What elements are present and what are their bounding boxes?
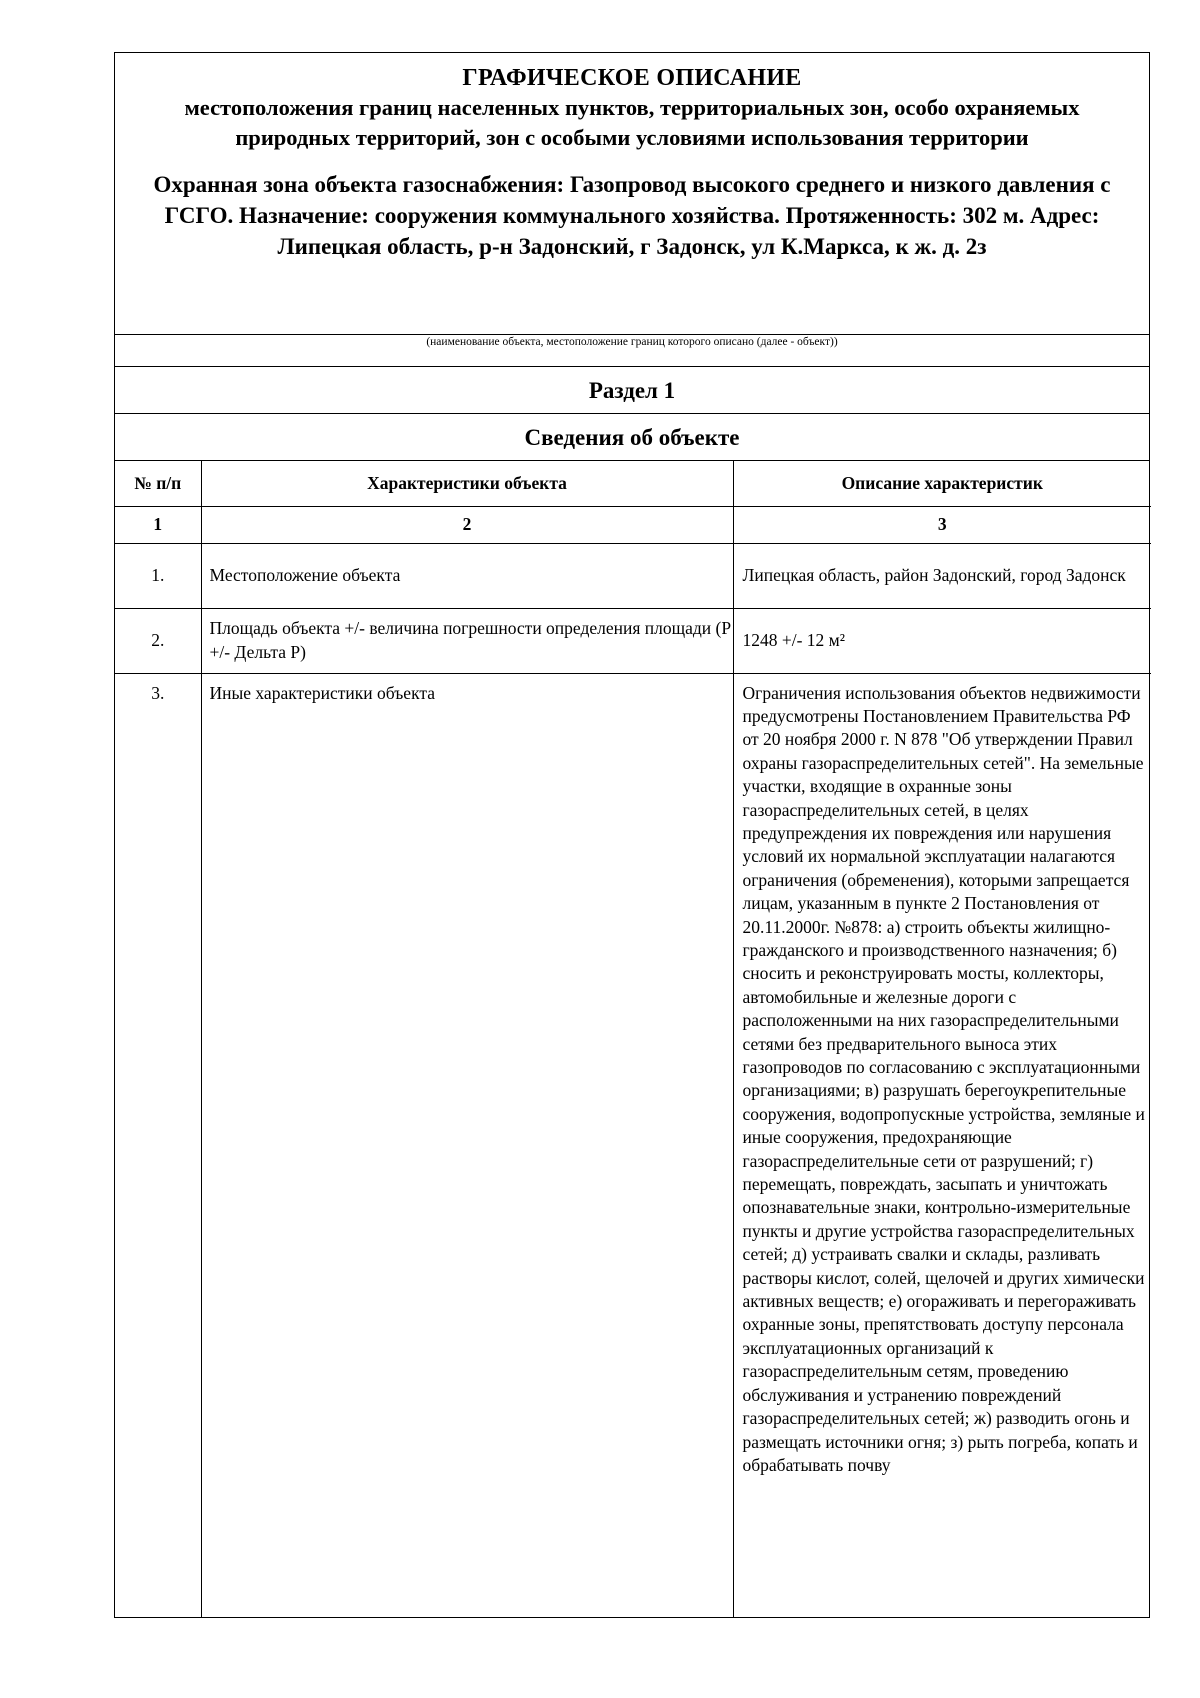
object-info-table <box>115 461 1151 1617</box>
row-characteristic: Местоположение объекта <box>201 543 733 608</box>
row-number: 3. <box>115 673 201 1617</box>
header-description: Описание характеристик <box>733 461 1151 506</box>
document-page <box>114 52 1150 1618</box>
column-number-2: 2 <box>201 506 733 543</box>
section-title: Раздел 1 <box>115 367 1149 414</box>
object-name-caption: (наименование объекта, местоположение границ которого описано (далее - объект)) <box>115 335 1149 367</box>
header-number: № п/п <box>115 461 201 506</box>
row-characteristic: Иные характеристики объекта <box>201 673 733 1617</box>
table-row <box>115 543 1151 608</box>
table-row <box>115 673 1151 1617</box>
row-number: 1. <box>115 543 201 608</box>
column-number-3: 3 <box>733 506 1151 543</box>
section-subtitle: Сведения об объекте <box>115 414 1149 461</box>
document-title: ГРАФИЧЕСКОЕ ОПИСАНИЕ <box>462 65 802 91</box>
object-name: Охранная зона объекта газоснабжения: Газопровод высокого среднего и низкого давления с ГСГО. Назначение: сооружения коммунального хозяйства. Протяженность: 302 м. Адрес: Липецкая область, р-н Задонский, г Задонск, ул К.Маркса, к ж. д. 2з <box>153 172 1111 259</box>
table-header-row <box>115 461 1151 506</box>
row-description: Липецкая область, район Задонский, город Задонск <box>733 543 1151 608</box>
document-header <box>115 53 1149 335</box>
column-number-1: 1 <box>115 506 201 543</box>
row-number: 2. <box>115 608 201 673</box>
row-description: 1248 +/- 12 м² <box>733 608 1151 673</box>
row-characteristic: Площадь объекта +/- величина погрешности определения площади (P +/- Дельта P) <box>201 608 733 673</box>
table-column-numbers-row <box>115 506 1151 543</box>
row-description: Ограничения использования объектов недвижимости предусмотрены Постановлением Правительства РФ от 20 ноября 2000 г. N 878 "Об утверждении Правил охраны газораспределительных сетей". На земельные участки, входящие в охранные зоны газораспределительных сетей, в целях предупреждения их повреждения или нарушения условий их нормальной эксплуатации налагаются ограничения (обременения), которыми запрещается лицам, указанным в пункте 2 Постановления от 20.11.2000г. №878: а) строить объекты жилищно-гражданского и производственного назначения; б) сносить и реконструировать мосты, коллекторы, автомобильные и железные дороги с расположенными на них газораспределительными сетями без предварительного выноса этих газопроводов по согласованию с эксплуатационными организациями; в) разрушать берегоукрепительные сооружения, водопропускные устройства, земляные и иные сооружения, предохраняющие газораспределительные сети от разрушений; г) перемещать, повреждать, засыпать и уничтожать опознавательные знаки, контрольно-измерительные пункты и другие устройства газораспределительных сетей; д) устраивать свалки и склады, разливать растворы кислот, солей, щелочей и других химически активных веществ; е) огораживать и перегораживать охранные зоны, препятствовать доступу персонала эксплуатационных организаций к газораспределительным сетям, проведению обслуживания и устранению повреждений газораспределительных сетей; ж) разводить огонь и размещать источники огня; з) рыть погреба, копать и обрабатывать почву <box>742 682 1145 1475</box>
table-row <box>115 608 1151 673</box>
header-characteristic: Характеристики объекта <box>201 461 733 506</box>
document-subtitle: местоположения границ населенных пунктов, территориальных зон, особо охраняемых природных территорий, зон с особыми условиями использования территории <box>184 95 1080 150</box>
